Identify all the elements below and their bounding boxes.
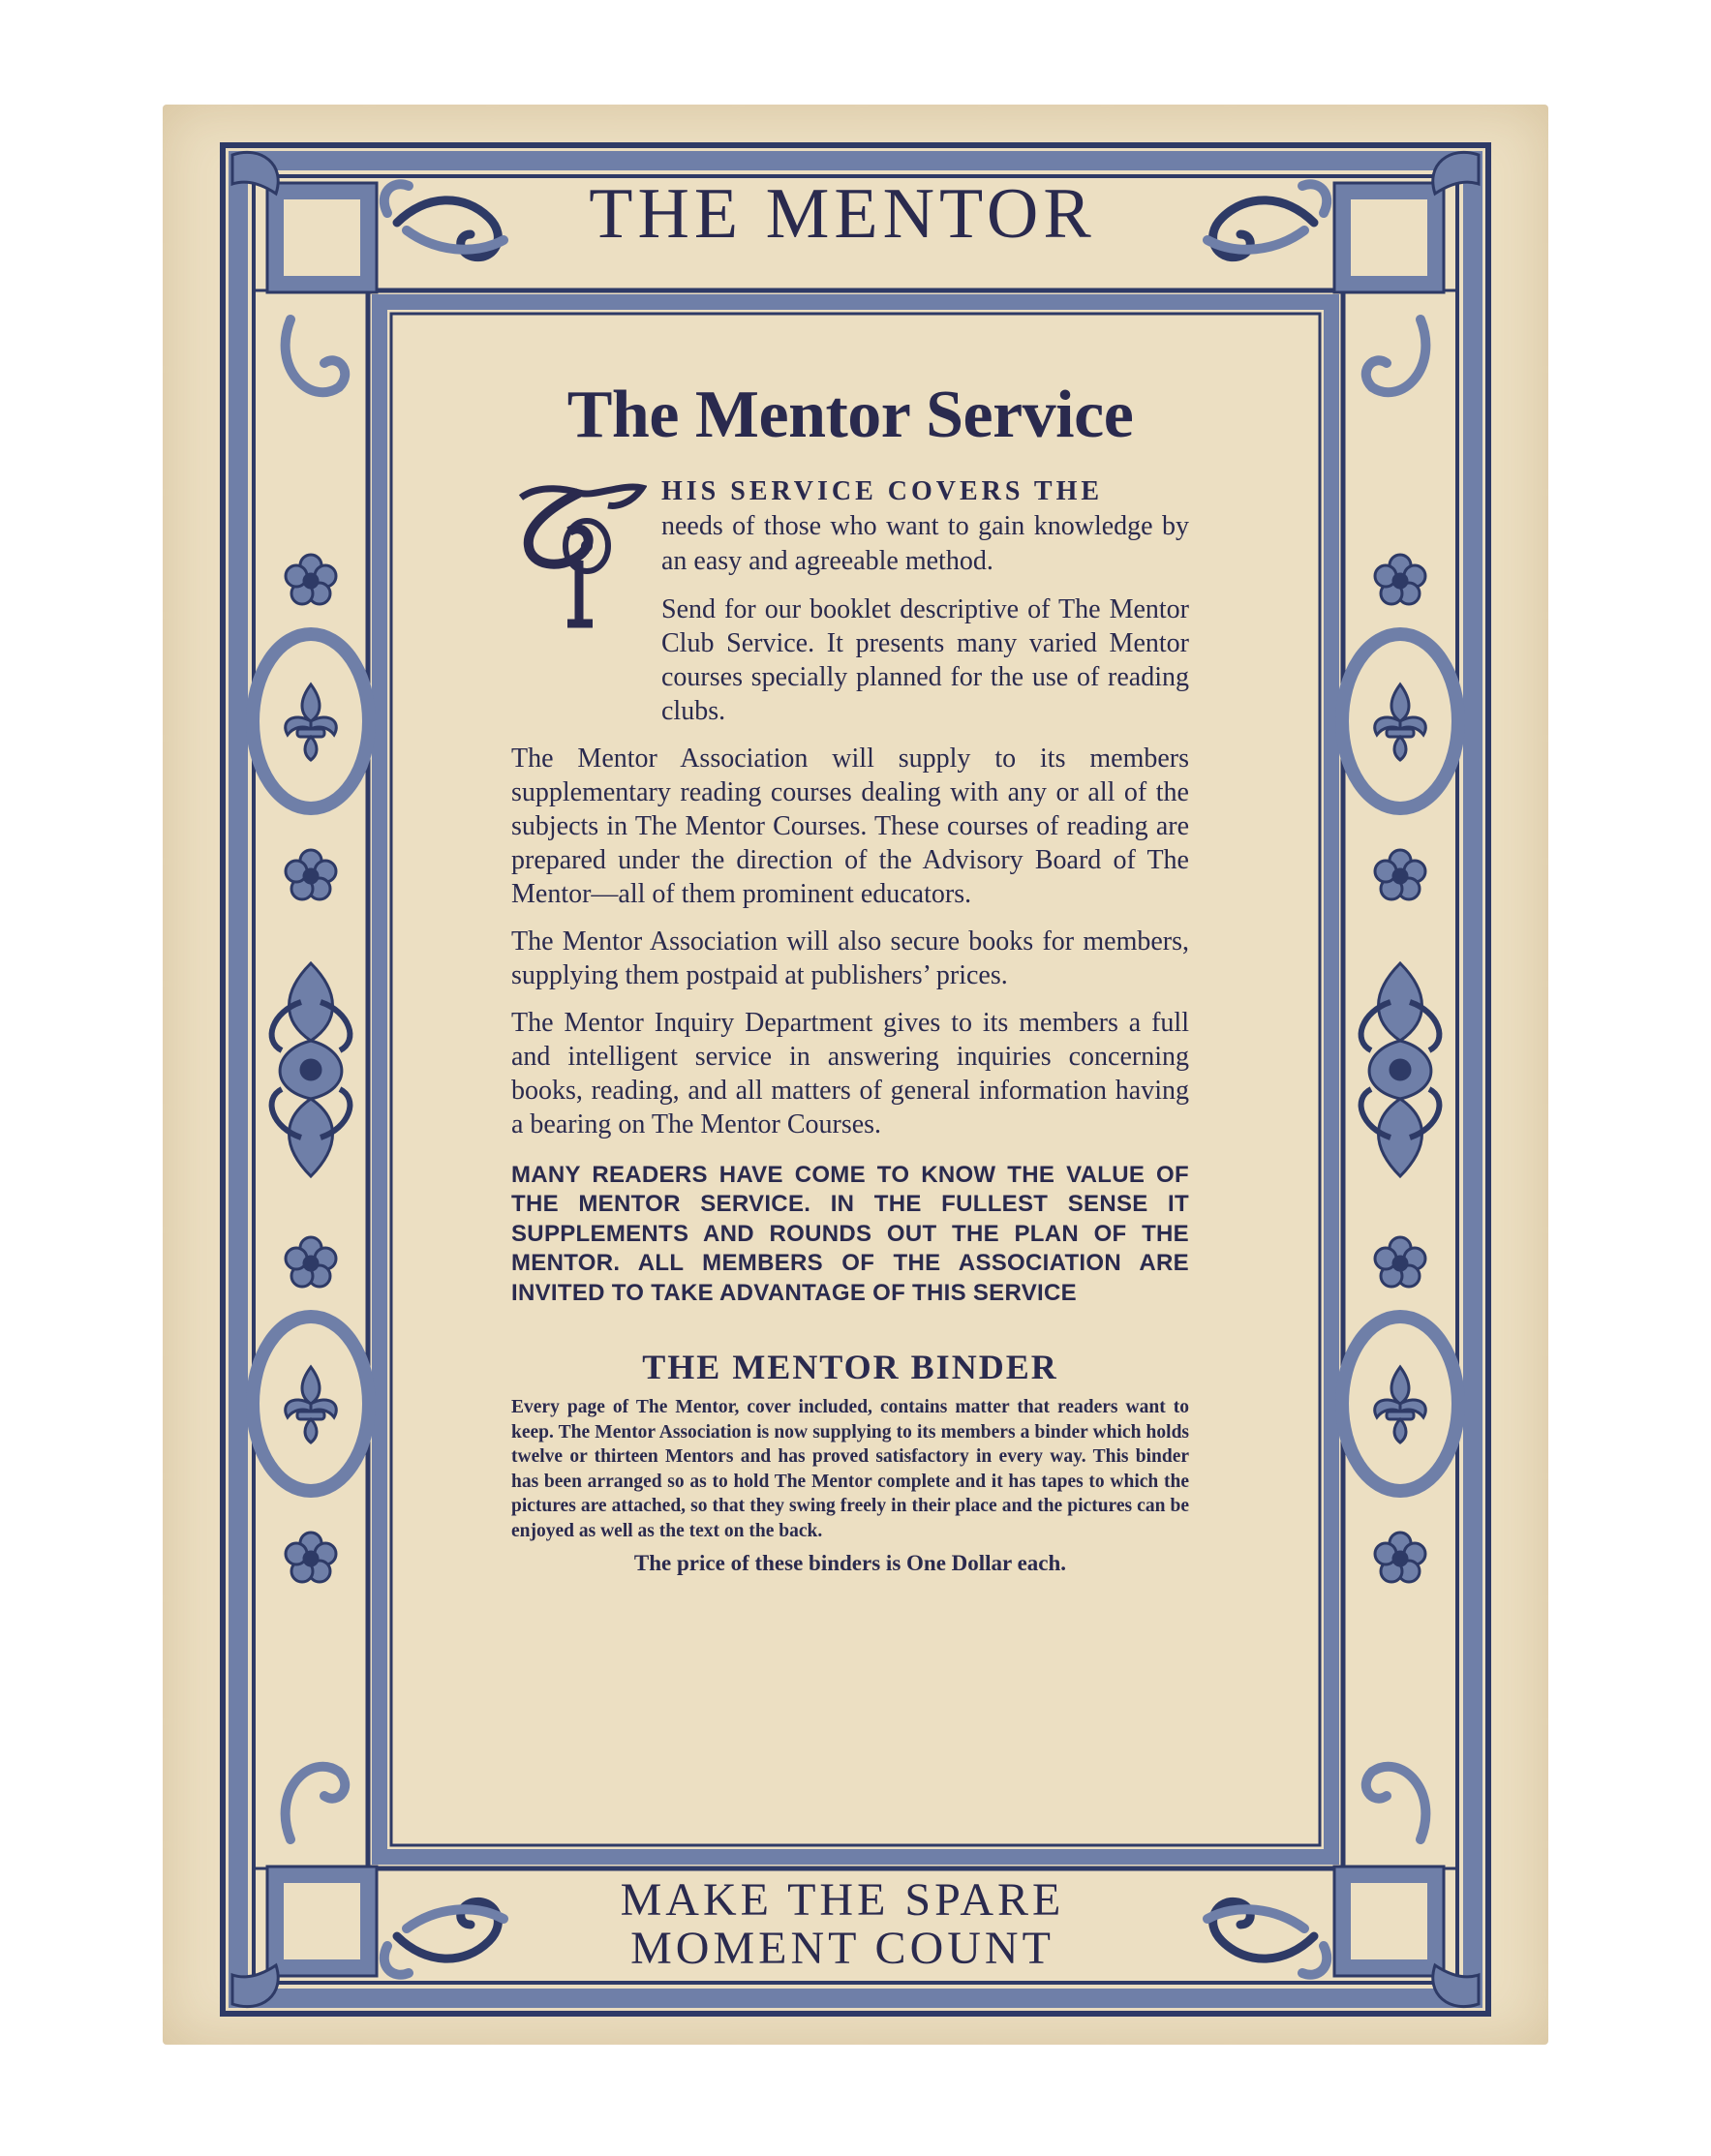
binder-heading: THE MENTOR BINDER bbox=[642, 1348, 1058, 1386]
binder-text: Every page of The Mentor, cover included, contains matter that readers want to keep. The Mentor Association is now supplying to its members a binder which holds twelve or thirteen Mentors and has proved satisfactory in every way. This binder has been arranged so as to hold The Mentor complete and it has tapes to which the pictures are attached, so that they swing freely in their place and the pictures can be enjoyed as well as the text on the back. bbox=[511, 1397, 1189, 1541]
intro-paragraph bbox=[511, 474, 1189, 579]
footer-motto bbox=[542, 1876, 1143, 1974]
binder-price: The price of these binders is One Dollar each. bbox=[633, 1551, 1067, 1575]
body-paragraph-inquiry: The Mentor Inquiry Department gives to its members a full and intelligent service in answering inquiries concerning books, reading, and all matters of general information having a bearing on The Mentor Courses. bbox=[511, 1007, 1189, 1139]
intro-lead-text: HIS SERVICE COVERS THE bbox=[661, 475, 1104, 506]
footer-motto-line-1: MAKE THE SPARE bbox=[620, 1874, 1065, 1926]
body-paragraph-reading-courses: The Mentor Association will supply to its members supplementary reading courses dealing with any or all of the subjects in The Mentor Courses. These courses of reading are prepared under the direction of the Advisory Board of The Mentor—all of them prominent educators. bbox=[511, 743, 1189, 909]
intro-rest-text: needs of those who want to gain knowledge by an easy and agreeable method. bbox=[661, 510, 1189, 576]
body-paragraph-books: The Mentor Association will also secure books for members, supplying them postpaid at publishers’ prices. bbox=[511, 926, 1189, 990]
content-panel bbox=[511, 380, 1189, 1576]
page-title: The Mentor Service bbox=[566, 378, 1134, 452]
drop-cap-ornament-icon bbox=[511, 478, 647, 633]
masthead-title: THE MENTOR bbox=[589, 174, 1096, 254]
footer-motto-line-2: MOMENT COUNT bbox=[630, 1923, 1054, 1975]
caps-paragraph: MANY READERS HAVE COME TO KNOW THE VALUE OF THE MENTOR SERVICE. IN THE FULLEST SENSE IT SUPPLEMENTS AND ROUNDS OUT THE PLAN OF THE MENTOR. ALL MEMBERS OF THE ASSOCIATION ARE INVITED TO TAKE ADVANTAGE OF THIS SERVICE bbox=[511, 1161, 1189, 1306]
body-paragraph-booklet: Send for our booklet descriptive of The Mentor Club Service. It presents many varied Mentor courses specially planned for the use of reading clubs. bbox=[661, 593, 1189, 726]
